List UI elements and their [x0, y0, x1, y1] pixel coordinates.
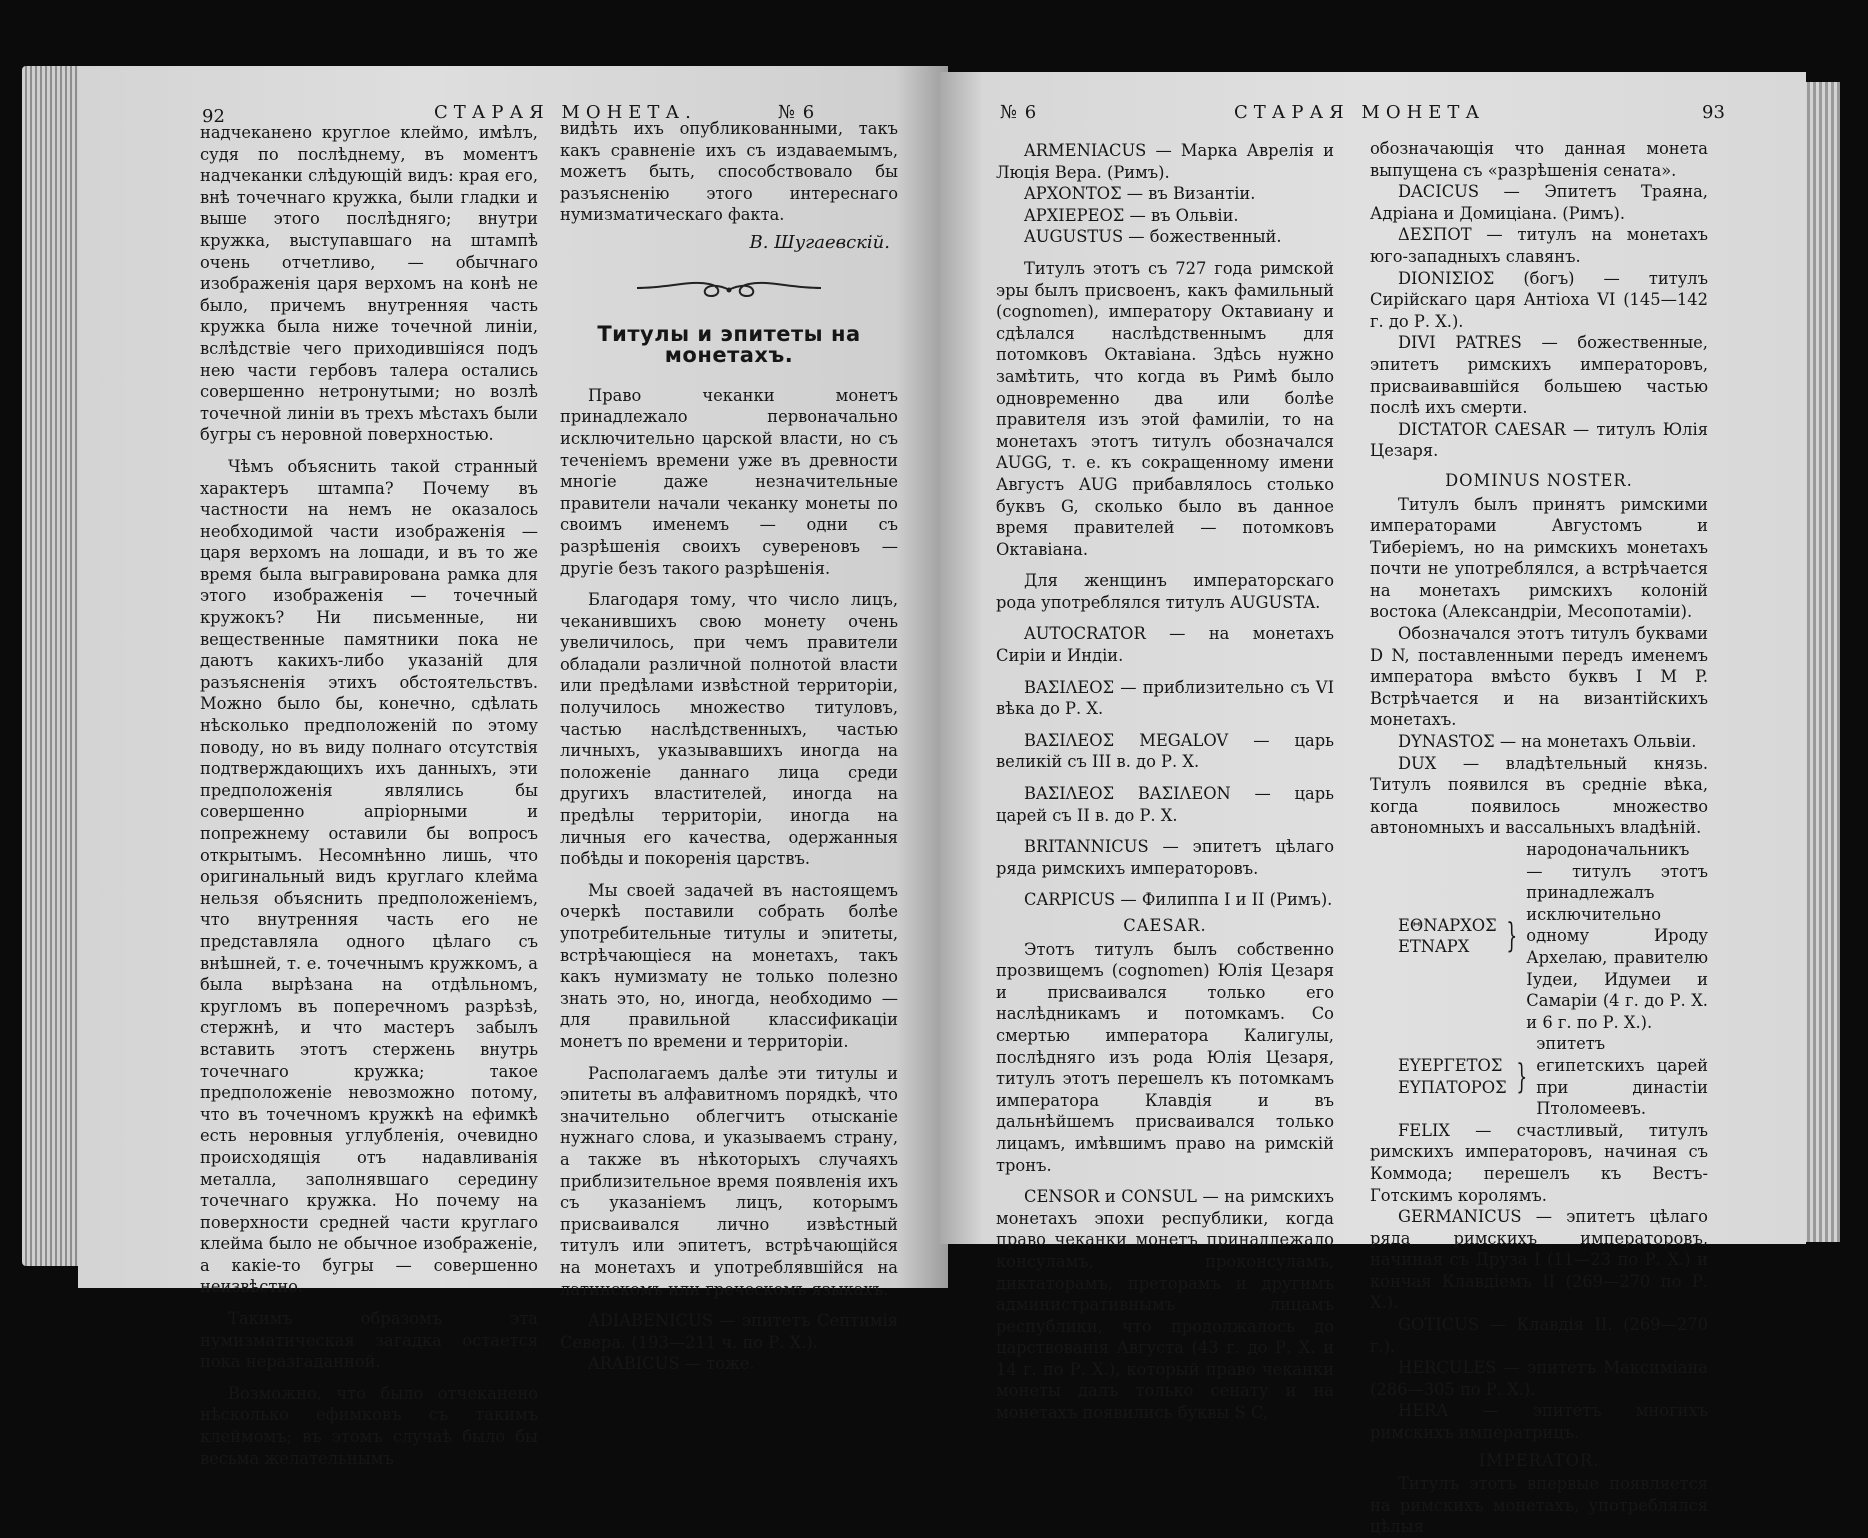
entry: ADIABENICUS — эпитетъ Септимія Севера. (193—211 ч. по Р. Х.). [560, 1311, 898, 1352]
paragraph: Титулъ этотъ съ 727 года римской эры былъ присвоенъ, какъ фамильный (cognomen), императору Октавиану и сдѣлался наслѣдственнымъ для потомковъ Октавіана. Здѣсь нужно замѣтить, что когда въ Римѣ было одновременно два или болѣе правителя изъ этой фамиліи, то на монетахъ этотъ титулъ обозначался AUGG, т. е. къ сокращенному имени Августъ AUG прибавлялось столько буквъ G, сколько было въ данное время правителей — потомковъ Октавіана. [996, 258, 1334, 559]
entry: DYNASTOΣ — на монетахъ Ольвіи. [1398, 732, 1697, 752]
paragraph: надчеканено круглое клеймо, имѣлъ, судя по послѣднему, въ моментъ надчеканки слѣдующій видъ: края его, внѣ точечнаго кружка, были гладки и выше этого послѣдняго; внутри кружка, выступавшаго на штампѣ очень отчетливо, — обычнаго изображенія царя верхомъ на конѣ не было, причемъ внутренняя часть кружка была ниже точечной линіи, вслѣдствіе чего приходившіяся подъ нею части гербовъ талера остались совершенно нетронутыми; но возлѣ точечной линіи въ трехъ мѣстахъ были бугры съ неровной поверхностью. [200, 123, 538, 445]
section-heading: IMPERATOR. [1478, 1450, 1600, 1470]
entry: DACICUS — Эпитетъ Траяна, Адріана и Домиціана. (Римъ). [1370, 182, 1708, 223]
book-edge-left [22, 66, 82, 1266]
section-heading: CAESAR. [1123, 916, 1207, 935]
issue-number: № 6 [778, 102, 816, 123]
author-signature: В. Шугаевскій. [749, 231, 890, 253]
left-column-1 [200, 122, 538, 1469]
paragraph: обозначающія что данная монета выпущена съ «разрѣшенія сената». [1370, 139, 1708, 180]
paragraph: Для женщинъ императорскаго рода употреблялся титулъ AUGUSTA. [996, 571, 1334, 612]
left-column-2 [560, 118, 898, 1375]
left-page [78, 66, 948, 1468]
entry: ΒΑΣΙΛΕΟΣ ΒΑΣΙΛΕΟΝ — царь царей съ II в. до Р. Х. [996, 784, 1334, 825]
entry: HERA — эпитетъ многихъ римскихъ императрицъ. [1370, 1401, 1708, 1443]
paragraph: Право чеканки монетъ принадлежало первоначально исключительно царской власти, но съ теченіемъ времени уже въ древности многіе даже незначительные правители начали чеканку монеты по своимъ именемъ — одни съ разрѣшенія своихъ сувереновъ — другіе безъ такого разрѣшенія. [560, 385, 898, 578]
paragraph: Благодаря тому, что число лицъ, чеканившихъ свою монету очень увеличилось, при чемъ правители обладали различной полнотой власти или предѣлами извѣстной территоріи, получилось множество титуловъ, частью наслѣдственныхъ, частью личныхъ, указывавшихъ иногда на положеніе даннаго лица среди другихъ властителей, иногда на предѣлы территоріи, иногда на личныя его качества, одержанныя побѣды и покоренія царствъ. [560, 590, 898, 869]
paragraph: Возможно, что было отчеканено нѣсколько ефимковъ съ такимъ клеймомъ; въ этомъ случаѣ было бы весьма желательнымъ [200, 1383, 538, 1468]
ornament-divider [560, 274, 898, 302]
entry: ΔΕΣΠΟΤ — титулъ на монетахъ юго-западныхъ славянъ. [1370, 225, 1708, 266]
paragraph: Титулъ былъ принятъ римскими императорами Августомъ и Тиберіемъ, но на римскихъ монетахъ почти не употреблялся, а встрѣчается на монетахъ римскихъ колоній востока (Александріи, Месопотаміи). [1370, 494, 1708, 622]
entry: AUTOCRATOR — на монетахъ Сиріи и Индіи. [996, 624, 1334, 666]
entry-definition: эпитетъ египетскихъ царей при династіи Птоломеевъ. [1536, 1034, 1708, 1119]
journal-title: СТАРАЯ МОНЕТА [1234, 102, 1486, 123]
entry: DUX — владѣтельный князь. Титулъ появился въ средніе вѣка, когда появилось множество автономныхъ и вассальныхъ владѣній. [1370, 753, 1708, 838]
paragraph: Располагаемъ далѣе эти титулы и эпитеты въ алфавитномъ порядкѣ, что значительно облегчитъ отысканіе нужнаго слова, и указываемъ страну, а также въ нѣкоторыхъ случаяхъ приблизительное время появленія ихъ съ указаніемъ лицъ, которымъ присваивался лично извѣстный титулъ или эпитетъ, встрѣчающійся на монетахъ и употреблявшійся на латинскомъ или греческомъ языкахъ. [560, 1063, 898, 1299]
entry: DICTATOR CAESAR — титулъ Юлія Цезаря. [1370, 419, 1708, 461]
paragraph: видѣть ихъ опубликованными, такъ какъ сравненіе ихъ съ издаваемымъ, можетъ быть, способствовало бы разъясненію этого интереснаго нумизматическаго факта. [560, 119, 898, 225]
entry: ΒΑΣΙΛΕΟΣ — приблизительно съ VI вѣка до Р. Х. [996, 677, 1334, 719]
paragraph: Чѣмъ объяснить такой странный характеръ штампа? Почему въ частности на немъ не оказалось необходимой части изображенія — царя верхомъ на лошади, и въ то же время была выгравирована рамка для этого изображенія — точечный кружокъ? Ни письменные, ни вещественные памятники пока не даютъ какихъ-либо указаній для разъясненія этихъ обстоятельствъ. Можно было бы, конечно, сдѣлать нѣсколько предположеній по этому поводу, но въ виду полнаго отсутствія подтверждающихъ ихъ данныхъ, эти предположенія являлись бы совершенно апріорными и попрежнему оставили бы вопросъ открытымъ. Несомнѣнно лишь, что оригинальный видъ круглаго клейма нельзя объяснить предположеніемъ, что внутренняя часть его не представляла одного цѣлаго съ внѣшней, т. е. точечнымъ кружкомъ, а была вырѣзана на отдѣльномъ, кругломъ въ поперечномъ разрѣзѣ, стержнѣ, и что мастеръ забылъ вставить этотъ стержень внутрь точечнаго кружка; такое предположеніе невозможно потому, что въ точечномъ кружкѣ на ефимкѣ есть неровныя углубленія, очевидно происходящія отъ надавливанія металла, заполнявшаго середину точечнаго кружка. Но почему на поверхности средней части круглаго клейма было не обычное изображеніе, а какіе-то бугры — совершенно неизвѣстно. [200, 456, 538, 1297]
term: ΕΥΠΑΤΟΡΟΣ [1398, 1077, 1507, 1097]
right-column-2 [1370, 138, 1708, 1538]
entry-terms [1370, 915, 1497, 958]
entry: FELIX — счастливый, титулъ римскихъ императоровъ, начиная съ Коммода; перешелъ къ Вестъ-Готскимъ королямъ. [1370, 1120, 1708, 1205]
paragraph: Титулъ этотъ впервые появляется на римскихъ монетахъ, употреблялся цѣлыя [1370, 1474, 1708, 1537]
paragraph: Мы своей задачей въ настоящемъ очеркѣ поставили собрать болѣе употребительные титулы и эпитеты, встрѣчающіеся на монетахъ, такъ какъ нумизмату не только полезно знать это, но, иногда, необходимо — для правильной классификаціи монетъ по времени и территоріи. [560, 880, 898, 1051]
entry: AUGUSTUS — божественный. [1024, 227, 1282, 247]
entry: HERCULES — эпитетъ Максиміана (286—305 по Р. Х.). [1370, 1358, 1708, 1399]
entry: ARMENIACUS — Марка Аврелія и Люція Вера. (Римъ). [996, 141, 1334, 182]
entry: GERMANICUS — эпитетъ цѣлаго ряда римскихъ императоровъ, начиная съ Друза I (11—23 по Р. Х.) и кончая Клавдіемъ II (269—270 по Р. Х.). [1370, 1207, 1708, 1313]
right-page [940, 72, 1806, 1537]
entry: CARPICUS — Филиппа I и II (Римъ). [1024, 890, 1333, 910]
entry: GOTICUS — Клавдія II. (269—270 г.). [1370, 1315, 1708, 1356]
right-column-1 [996, 140, 1334, 1424]
entry: DIVI PATRES — божественные, эпитетъ римскихъ императоровъ, присваивавшійся большею частью послѣ ихъ смерти. [1370, 333, 1708, 418]
term: ETNAPX [1398, 937, 1470, 957]
issue-number: № 6 [1000, 102, 1038, 123]
term: ΕΘΝΑΡΧΟΣ [1398, 915, 1497, 935]
ethnarch-entry [1370, 839, 1708, 1033]
entry: ΑΡΧΟΝΤΟΣ — въ Византіи. [1024, 184, 1256, 204]
entry: DIONIΣΙΟΣ (богъ) — титулъ Сирійскаго царя Антіоха VI (145—142 г. до Р. Х.). [1370, 268, 1708, 331]
term: ΕΥΕΡΓΕΤΟΣ [1398, 1055, 1503, 1075]
entry: ARABICUS — тоже. [588, 1354, 755, 1374]
page-number: 93 [1702, 102, 1725, 123]
paragraph: Этотъ титулъ былъ собственно прозвищемъ (cognomen) Юлія Цезаря и присваивался только его наслѣдникамъ и потомкамъ. Со смертью императора Калигулы, послѣдняго изъ рода Юлія Цезаря, титулъ этотъ перешелъ къ потомкамъ императора Клавдія и въ дальнѣйшемъ присваивался только лицамъ, имѣвшимъ право на римскій тронъ. [996, 939, 1334, 1175]
paragraph: Обозначался этотъ титулъ буквами D N, поставленными передъ именемъ императора вмѣсто буквъ I M P. Встрѣчается и на византійскихъ монетахъ. [1370, 624, 1708, 730]
page-number: 92 [202, 106, 225, 127]
entry-terms [1370, 1055, 1507, 1098]
article-title: Титулы и эпитеты на монетахъ. [597, 321, 861, 368]
entry-definition: народоначальникъ — титулъ этотъ принадлежалъ исключительно одному Ироду Архелаю, правителю Іудеи, Идумеи и Самаріи (4 г. до Р. Х. и 6 г. по Р. Х.). [1526, 840, 1708, 1032]
brace-mark: } [1506, 916, 1517, 957]
paragraph: CENSOR и CONSUL — на римскихъ монетахъ эпохи республики, когда право чеканки монетъ принадлежало консуламъ, проконсуламъ, диктаторамъ, преторамъ и другимъ административнымъ лицамъ республики, что продолжалось до царствованія Августа (43 г. до Р. Х. и 14 г. по Р. Х.), который право чеканки монеты далъ только сенату и на монетахъ появились буквы S C, [996, 1187, 1334, 1423]
section-heading: DOMINUS NOSTER. [1445, 470, 1633, 490]
entry: ΒΑΣΙΛΕΟΣ MEGALOV — царь великій съ III в. до Р. Х. [996, 730, 1334, 772]
scroll-ornament-icon [629, 274, 829, 302]
entry: ΑΡΧΙΕΡΕΟΣ — въ Ольвіи. [1024, 205, 1239, 225]
paragraph: Такимъ образомъ эта нумизматическая загадка остается пока неразгаданной. [200, 1309, 538, 1372]
entry: BRITANNICUS — эпитетъ цѣлаго ряда римскихъ императоровъ. [996, 837, 1334, 878]
euergetes-entry [1370, 1033, 1708, 1119]
journal-title: СТАРАЯ МОНЕТА. [434, 102, 697, 123]
brace-mark: } [1516, 1056, 1527, 1097]
